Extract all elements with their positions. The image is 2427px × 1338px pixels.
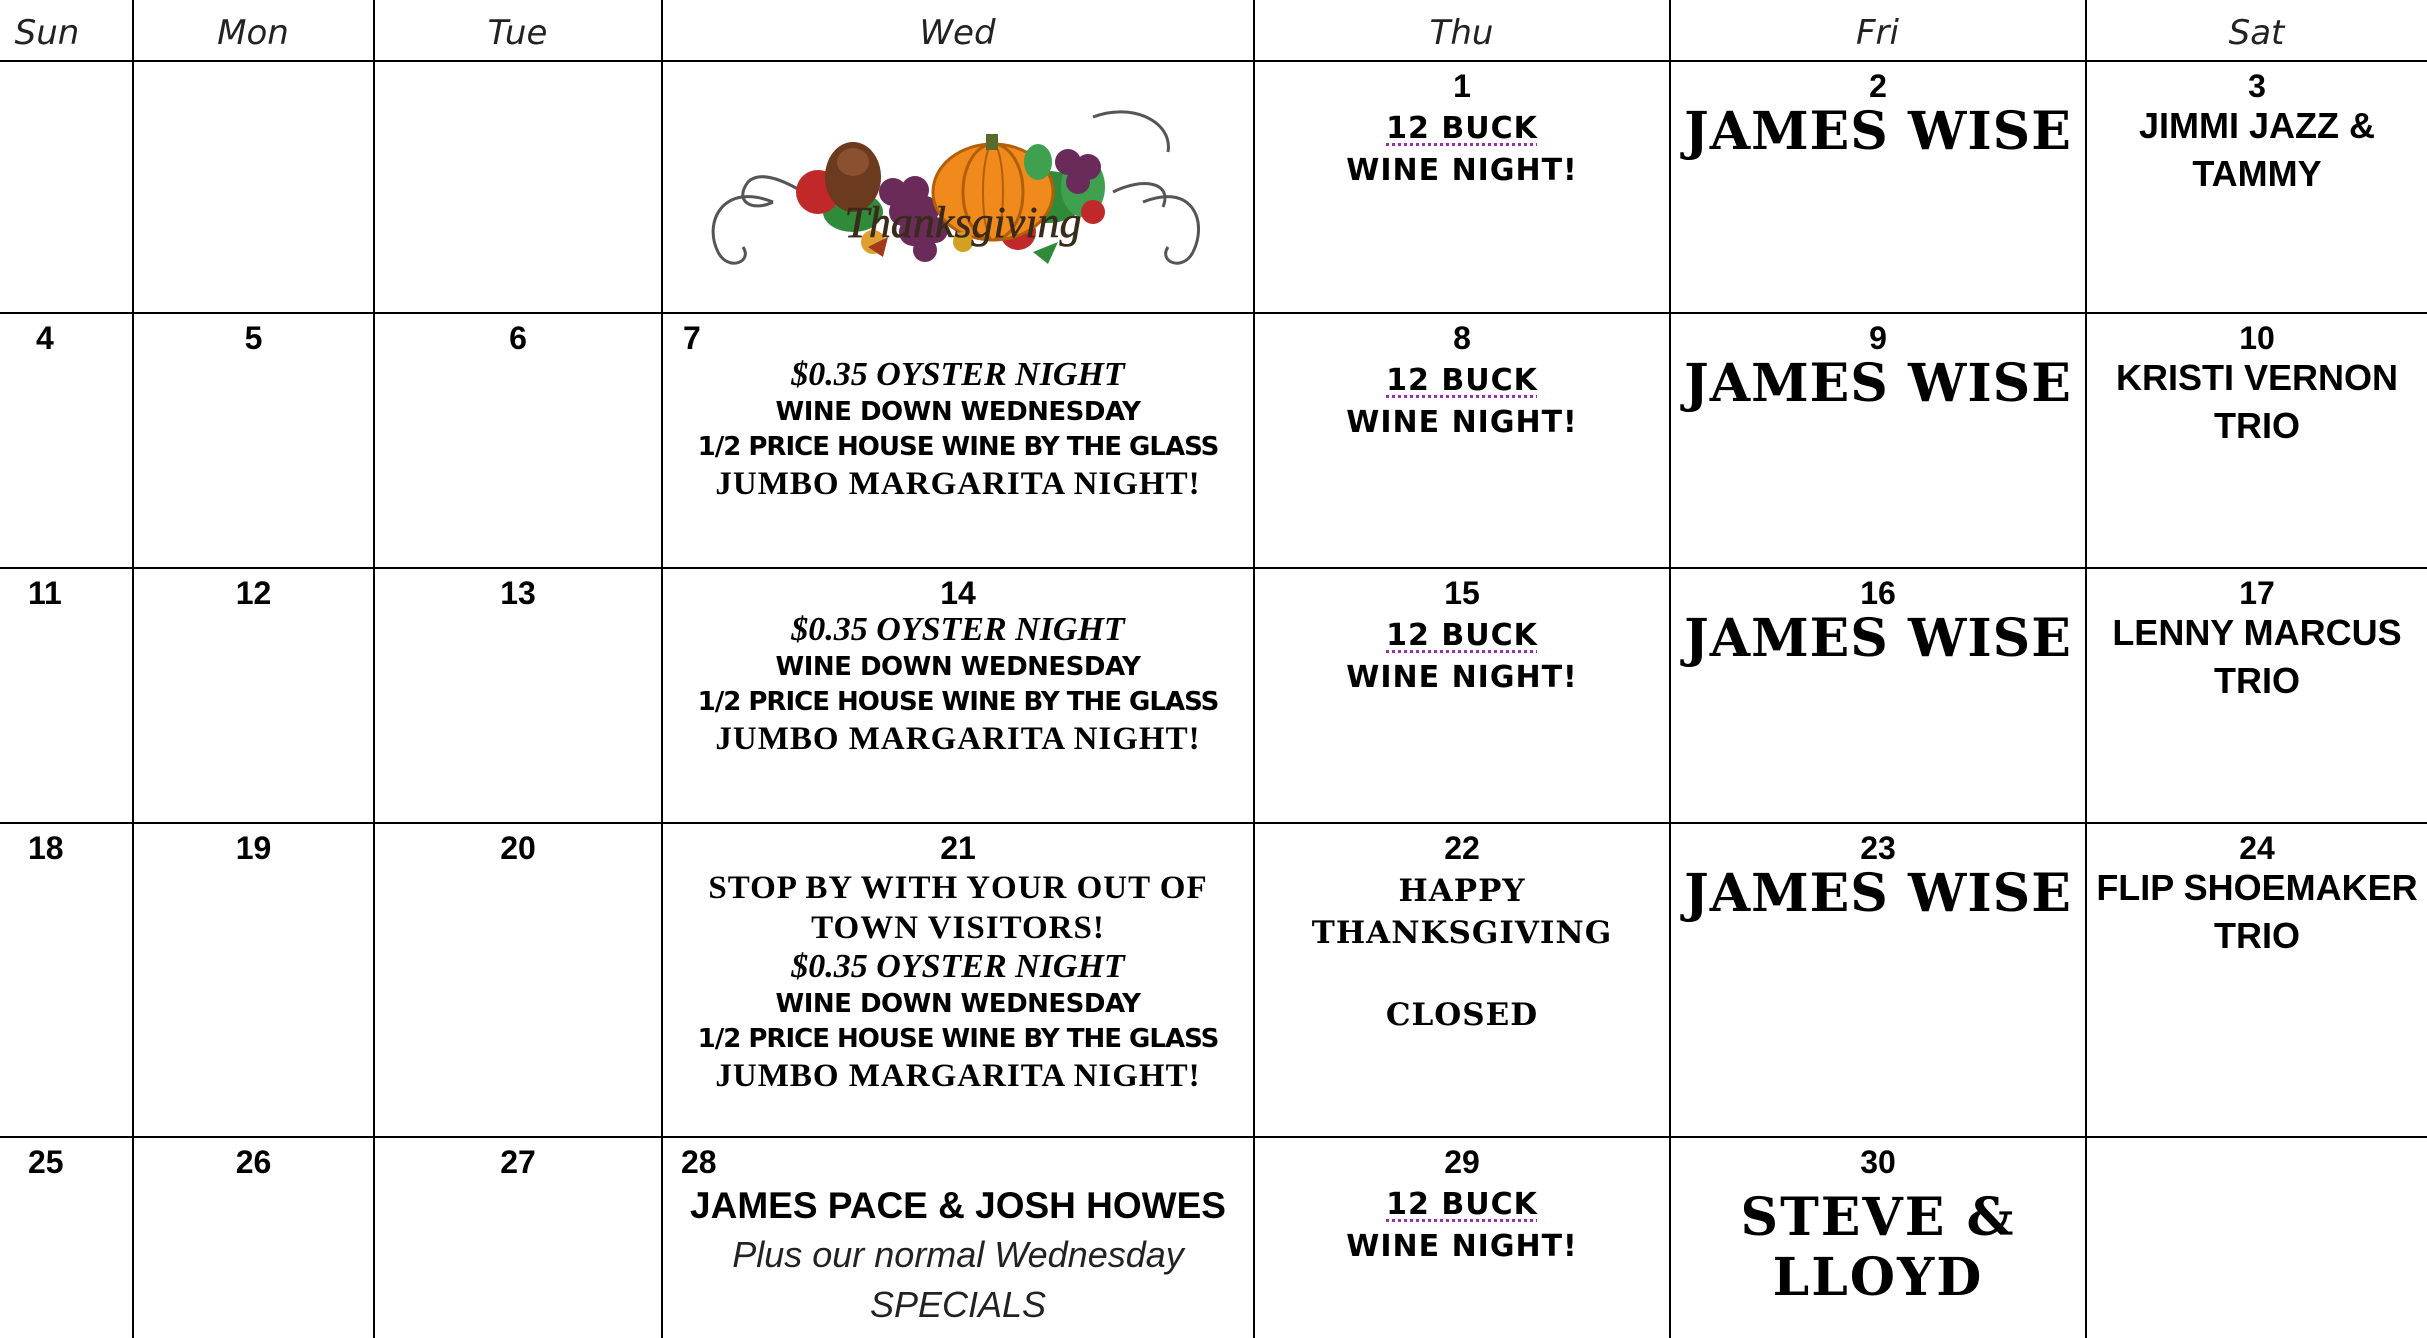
event-wine-night bbox=[1255, 615, 1669, 699]
date-number: 21 bbox=[940, 830, 976, 866]
calendar-cell-tue-20 bbox=[375, 824, 661, 1136]
date-number: 8 bbox=[1453, 320, 1471, 356]
event-line: LENNY MARCUS bbox=[2112, 612, 2402, 653]
event-line: WINE DOWN WEDNESDAY bbox=[775, 989, 1141, 1019]
date-number: 22 bbox=[1444, 830, 1480, 866]
event-line: JAMES WISE bbox=[1684, 101, 2072, 162]
event-wednesday-specials bbox=[663, 356, 1253, 504]
event-line: CLOSED bbox=[1385, 997, 1539, 1033]
event-line: SPECIALS bbox=[869, 1284, 1047, 1325]
date-number: 16 bbox=[1860, 575, 1896, 611]
event-line: TRIO bbox=[2214, 915, 2300, 956]
event-james-pace bbox=[663, 1182, 1253, 1330]
date-number: 25 bbox=[28, 1144, 64, 1180]
date-number: 26 bbox=[235, 1144, 272, 1180]
calendar-cell-sun-4 bbox=[0, 314, 132, 567]
event-line: JAMES WISE bbox=[1684, 353, 2072, 414]
date-number: 10 bbox=[2239, 320, 2275, 356]
day-header-mon: Mon bbox=[217, 13, 289, 53]
calendar-cell-mon-19 bbox=[134, 824, 373, 1136]
calendar-cell-fri-16 bbox=[1671, 569, 2085, 822]
event-wine-night bbox=[1255, 360, 1669, 444]
calendar-cell-sat-24 bbox=[2087, 824, 2427, 1136]
date-number: 23 bbox=[1860, 830, 1896, 866]
event-line: JAMES PACE & JOSH HOWES bbox=[690, 1185, 1226, 1226]
calendar-cell-thu-15 bbox=[1255, 569, 1669, 822]
event-line: THANKSGIVING bbox=[1311, 915, 1613, 951]
date-number: 19 bbox=[235, 830, 272, 866]
date-number: 27 bbox=[500, 1144, 536, 1180]
event-line: JIMMI JAZZ & bbox=[2138, 105, 2375, 146]
event-line: JUMBO MARGARITA NIGHT! bbox=[715, 1058, 1201, 1094]
event-line: WINE NIGHT! bbox=[1346, 153, 1578, 188]
calendar-cell-sat-empty bbox=[2087, 1138, 2427, 1338]
event-line: 1/2 PRICE HOUSE WINE BY THE GLASS bbox=[697, 432, 1219, 462]
date-number: 4 bbox=[36, 320, 54, 356]
event-line: WINE DOWN WEDNESDAY bbox=[775, 397, 1141, 427]
event-line: TRIO bbox=[2214, 660, 2300, 701]
calendar-cell-tue-13 bbox=[375, 569, 661, 822]
calendar-cell-thu-1 bbox=[1255, 62, 1669, 312]
event-line: Plus our normal Wednesday bbox=[732, 1234, 1184, 1275]
event-james-wise bbox=[1671, 864, 2085, 924]
thanksgiving-cornucopia-icon bbox=[663, 62, 1253, 312]
calendar-cell-sun-25 bbox=[0, 1138, 132, 1338]
date-number: 24 bbox=[2239, 830, 2275, 866]
event-line: FLIP SHOEMAKER bbox=[2096, 867, 2418, 908]
event-line: JUMBO MARGARITA NIGHT! bbox=[715, 721, 1201, 757]
date-number: 11 bbox=[28, 575, 62, 611]
calendar-cell-wed-7 bbox=[663, 314, 1253, 567]
calendar-cell-fri-30 bbox=[1671, 1138, 2085, 1338]
event-line: 1/2 PRICE HOUSE WINE BY THE GLASS bbox=[697, 687, 1219, 717]
event-happy-thanksgiving bbox=[1255, 870, 1669, 1036]
calendar-cell-mon-empty bbox=[134, 62, 373, 312]
event-line: 1/2 PRICE HOUSE WINE BY THE GLASS bbox=[697, 1024, 1219, 1054]
event-line: TOWN VISITORS! bbox=[811, 910, 1105, 946]
day-header-wed: Wed bbox=[919, 13, 996, 53]
calendar-cell-tue-empty bbox=[375, 62, 661, 312]
calendar-cell-sat-10 bbox=[2087, 314, 2427, 567]
event-line: JAMES WISE bbox=[1684, 863, 2072, 924]
event-line: STEVE & bbox=[1740, 1187, 2016, 1248]
calendar-cell-tue-27 bbox=[375, 1138, 661, 1338]
calendar-cell-wed-21 bbox=[663, 824, 1253, 1136]
date-number: 20 bbox=[500, 830, 536, 866]
event-line: TAMMY bbox=[2192, 153, 2322, 194]
event-line: STOP BY WITH YOUR OUT OF bbox=[708, 870, 1208, 906]
event-line: WINE NIGHT! bbox=[1346, 1229, 1578, 1264]
date-number: 15 bbox=[1444, 575, 1480, 611]
event-wine-night bbox=[1255, 108, 1669, 192]
calendar-cell-sat-3 bbox=[2087, 62, 2427, 312]
calendar-cell-fri-23 bbox=[1671, 824, 2085, 1136]
day-header-tue: Tue bbox=[487, 13, 548, 53]
event-wednesday-specials bbox=[663, 611, 1253, 759]
date-number: 17 bbox=[2239, 575, 2275, 611]
calendar-cell-fri-2 bbox=[1671, 62, 2085, 312]
event-line: WINE DOWN WEDNESDAY bbox=[775, 652, 1141, 682]
event-line: JUMBO MARGARITA NIGHT! bbox=[715, 466, 1201, 502]
calendar-cell-thu-29 bbox=[1255, 1138, 1669, 1338]
day-header-sun: Sun bbox=[14, 13, 80, 53]
event-line: WINE NIGHT! bbox=[1346, 660, 1578, 695]
event-line: TRIO bbox=[2214, 405, 2300, 446]
date-number: 14 bbox=[940, 575, 976, 611]
event-line: 12 BUCK bbox=[1386, 1187, 1538, 1222]
event-line: JAMES WISE bbox=[1684, 608, 2072, 669]
date-number: 28 bbox=[681, 1144, 717, 1180]
date-number: 12 bbox=[235, 575, 272, 611]
calendar-cell-mon-26 bbox=[134, 1138, 373, 1338]
date-number: 7 bbox=[683, 320, 701, 356]
calendar-cell-thu-22 bbox=[1255, 824, 1669, 1136]
date-number: 9 bbox=[1869, 320, 1887, 356]
event-wednesday-21 bbox=[663, 868, 1253, 1096]
event-line: $0.35 OYSTER NIGHT bbox=[791, 611, 1125, 648]
calendar-cell-fri-9 bbox=[1671, 314, 2085, 567]
event-jimmi-jazz bbox=[2087, 102, 2427, 198]
event-line: LLOYD bbox=[1772, 1247, 1984, 1308]
calendar-cell-mon-12 bbox=[134, 569, 373, 822]
event-line: 12 BUCK bbox=[1386, 363, 1538, 398]
event-line: $0.35 OYSTER NIGHT bbox=[791, 948, 1125, 985]
calendar-cell-wed-28 bbox=[663, 1138, 1253, 1338]
event-line: WINE NIGHT! bbox=[1346, 405, 1578, 440]
calendar-cell-wed-thanksgiving-art bbox=[663, 62, 1253, 312]
calendar-cell-wed-14 bbox=[663, 569, 1253, 822]
calendar-cell-tue-6 bbox=[375, 314, 661, 567]
event-line: HAPPY bbox=[1398, 873, 1526, 909]
event-james-wise bbox=[1671, 609, 2085, 669]
calendar-cell-sun-18 bbox=[0, 824, 132, 1136]
date-number: 1 bbox=[1453, 68, 1471, 104]
date-number: 13 bbox=[500, 575, 536, 611]
event-james-wise bbox=[1671, 354, 2085, 414]
calendar-cell-thu-8 bbox=[1255, 314, 1669, 567]
event-line: 12 BUCK bbox=[1386, 618, 1538, 653]
event-kristi-vernon bbox=[2087, 354, 2427, 450]
event-james-wise bbox=[1671, 102, 2085, 162]
event-lenny-marcus bbox=[2087, 609, 2427, 705]
calendar-cell-mon-5 bbox=[134, 314, 373, 567]
date-number: 5 bbox=[244, 320, 263, 356]
date-number: 3 bbox=[2248, 68, 2266, 104]
day-header-thu: Thu bbox=[1429, 13, 1494, 53]
event-wine-night bbox=[1255, 1184, 1669, 1268]
event-flip-shoemaker bbox=[2087, 864, 2427, 960]
event-line: KRISTI VERNON bbox=[2115, 357, 2399, 398]
day-header-sat: Sat bbox=[2228, 13, 2285, 53]
calendar-cell-sun-empty bbox=[0, 62, 132, 312]
date-number: 2 bbox=[1869, 68, 1887, 104]
event-steve-lloyd bbox=[1671, 1188, 2085, 1308]
date-number: 29 bbox=[1444, 1144, 1480, 1180]
thanksgiving-art-label: Thanksgiving bbox=[844, 198, 1082, 247]
calendar-cell-sat-17 bbox=[2087, 569, 2427, 822]
date-number: 30 bbox=[1860, 1144, 1896, 1180]
day-header-fri: Fri bbox=[1856, 13, 1899, 53]
event-line: 12 BUCK bbox=[1386, 111, 1538, 146]
event-line: $0.35 OYSTER NIGHT bbox=[791, 356, 1125, 393]
date-number: 18 bbox=[28, 830, 64, 866]
calendar-cell-sun-11 bbox=[0, 569, 132, 822]
date-number: 6 bbox=[509, 320, 527, 356]
